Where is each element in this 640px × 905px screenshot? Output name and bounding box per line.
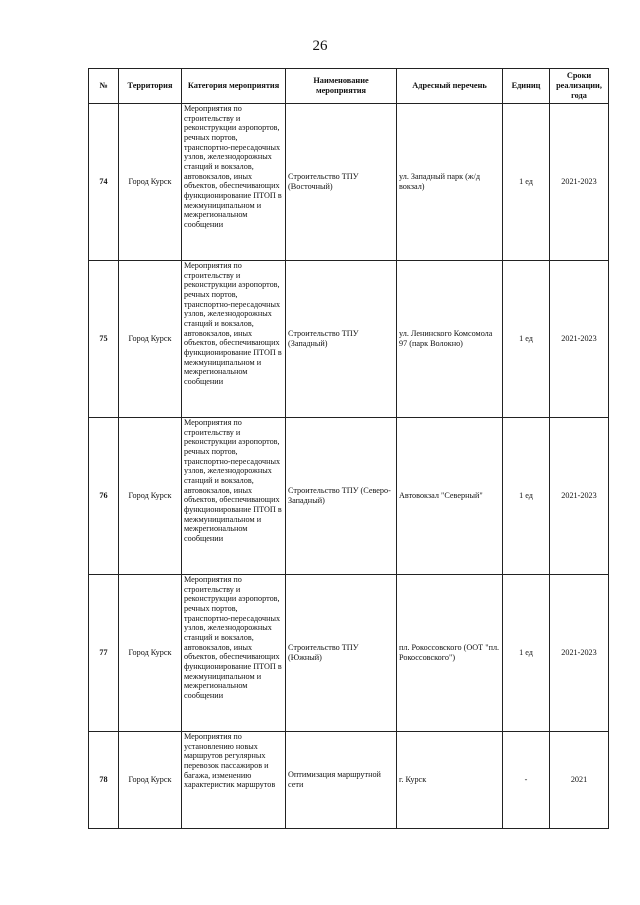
- cell-address: Автовокзал "Северный": [397, 418, 503, 575]
- cell-territory: Город Курск: [119, 418, 182, 575]
- cell-category: Мероприятия по строительству и реконструкции аэропортов, речных портов, транспортно-пересадочных узлов, железнодорожных станций и вокзалов, автовокзалов, иных объектов, обеспечивающих функционирование ПТОП в межмуниципальном и межрегиональном сообщении: [182, 261, 286, 418]
- cell-territory: Город Курск: [119, 575, 182, 732]
- cell-num: 77: [89, 575, 119, 732]
- cell-unit: 1 ед: [503, 104, 550, 261]
- cell-unit: 1 ед: [503, 261, 550, 418]
- table-row: [89, 261, 609, 418]
- cell-territory: Город Курск: [119, 732, 182, 829]
- header-name: Наименование мероприятия: [286, 69, 397, 104]
- cell-name: Строительство ТПУ (Восточный): [286, 104, 397, 261]
- table-row: [89, 418, 609, 575]
- cell-unit: 1 ед: [503, 418, 550, 575]
- cell-num: 74: [89, 104, 119, 261]
- header-unit: Единиц: [503, 69, 550, 104]
- table-row: [89, 732, 609, 829]
- cell-term: 2021-2023: [550, 418, 609, 575]
- cell-name: Строительство ТПУ (Западный): [286, 261, 397, 418]
- cell-term: 2021-2023: [550, 575, 609, 732]
- cell-num: 76: [89, 418, 119, 575]
- cell-name: Строительство ТПУ (Северо-Западный): [286, 418, 397, 575]
- page-number: 26: [312, 38, 328, 54]
- cell-unit: -: [503, 732, 550, 829]
- table-header-row: [89, 69, 609, 104]
- cell-address: ул. Западный парк (ж/д вокзал): [397, 104, 503, 261]
- cell-address: г. Курск: [397, 732, 503, 829]
- header-territory: Территория: [119, 69, 182, 104]
- events-table-container: [88, 68, 609, 829]
- cell-category: Мероприятия по строительству и реконструкции аэропортов, речных портов, транспортно-пересадочных узлов, железнодорожных станций и вокзалов, автовокзалов, иных объектов, обеспечивающих функционирование ПТОП в межмуниципальном и межрегиональном сообщении: [182, 575, 286, 732]
- cell-category: Мероприятия по установлению новых маршрутов регулярных перевозок пассажиров и багажа, изменению характеристик маршрутов: [182, 732, 286, 829]
- cell-num: 78: [89, 732, 119, 829]
- cell-address: пл. Рокоссовского (ООТ "пл. Рокоссовского"): [397, 575, 503, 732]
- events-table: [88, 68, 609, 829]
- table-row: [89, 104, 609, 261]
- cell-address: ул. Ленинского Комсомола 97 (парк Волокно): [397, 261, 503, 418]
- cell-territory: Город Курск: [119, 261, 182, 418]
- cell-name: Строительство ТПУ (Южный): [286, 575, 397, 732]
- header-category: Категория мероприятия: [182, 69, 286, 104]
- cell-term: 2021: [550, 732, 609, 829]
- header-term: Сроки реализации, года: [550, 69, 609, 104]
- cell-territory: Город Курск: [119, 104, 182, 261]
- cell-term: 2021-2023: [550, 261, 609, 418]
- cell-name: Оптимизация маршрутной сети: [286, 732, 397, 829]
- cell-category: Мероприятия по строительству и реконструкции аэропортов, речных портов, транспортно-пересадочных узлов, железнодорожных станций и вокзалов, автовокзалов, иных объектов, обеспечивающих функционирование ПТОП в межмуниципальном и межрегиональном сообщении: [182, 418, 286, 575]
- cell-unit: 1 ед: [503, 575, 550, 732]
- cell-category: Мероприятия по строительству и реконструкции аэропортов, речных портов, транспортно-пересадочных узлов, железнодорожных станций и вокзалов, автовокзалов, иных объектов, обеспечивающих функционирование ПТОП в межмуниципальном и межрегиональном сообщении: [182, 104, 286, 261]
- table-row: [89, 575, 609, 732]
- header-address: Адресный перечень: [397, 69, 503, 104]
- cell-num: 75: [89, 261, 119, 418]
- header-num: №: [89, 69, 119, 104]
- cell-term: 2021-2023: [550, 104, 609, 261]
